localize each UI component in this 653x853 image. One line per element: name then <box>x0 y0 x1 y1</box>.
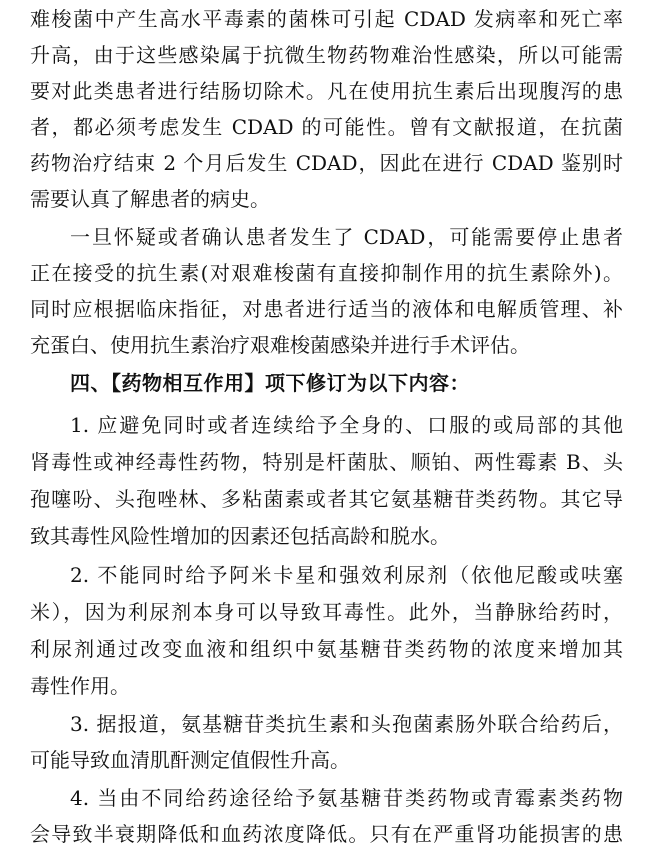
text-line: 2. 不能同时给予阿米卡星和强效利尿剂（依他尼酸或呋塞 <box>70 563 623 587</box>
text-line: 要对此类患者进行结肠切除术。凡在使用抗生素后出现腹泻的患 <box>30 79 623 103</box>
text-line: 正在接受的抗生素(对艰难梭菌有直接抑制作用的抗生素除外)。 <box>30 261 623 285</box>
text-line: 需要认真了解患者的病史。 <box>30 187 270 211</box>
text-line: 利尿剂通过改变血液和组织中氨基糖苷类药物的浓度来增加其 <box>30 637 623 661</box>
text-line: 充蛋白、使用抗生素治疗艰难梭菌感染并进行手术评估。 <box>30 333 530 357</box>
text-line: 孢噻吩、头孢唑林、多粘菌素或者其它氨基糖苷类药物。其它导 <box>30 487 623 511</box>
text-line: 会导致半衰期降低和血药浓度降低。只有在严重肾功能损害的患 <box>30 822 623 846</box>
text-line: 4. 当由不同给药途径给予氨基糖苷类药物或青霉素类药物 <box>70 786 623 810</box>
text-line: 米），因为利尿剂本身可以导致耳毒性。此外，当静脉给药时， <box>30 600 623 624</box>
text-line: 升高，由于这些感染属于抗微生物药物难治性感染，所以可能需 <box>30 43 623 67</box>
text-line: 一旦怀疑或者确认患者发生了 CDAD，可能需要停止患者 <box>70 225 623 249</box>
text-line: 1. 应避免同时或者连续给予全身的、口服的或局部的其他 <box>70 413 623 437</box>
section-heading: 四、【药物相互作用】项下修订为以下内容： <box>70 371 470 395</box>
text-line: 同时应根据临床指征，对患者进行适当的液体和电解质管理、补 <box>30 297 623 321</box>
text-line: 者，都必须考虑发生 CDAD 的可能性。曾有文献报道，在抗菌 <box>30 115 623 139</box>
text-line: 肾毒性或神经毒性药物，特别是杆菌肽、顺铂、两性霉素 B、头 <box>30 450 623 474</box>
text-line: 毒性作用。 <box>30 674 130 698</box>
text-line: 可能导致血清肌酐测定值假性升高。 <box>30 748 350 772</box>
text-line: 难梭菌中产生高水平毒素的菌株可引起 CDAD 发病率和死亡率 <box>30 7 623 31</box>
text-line: 药物治疗结束 2 个月后发生 CDAD，因此在进行 CDAD 鉴别时 <box>30 151 623 175</box>
text-line: 致其毒性风险性增加的因素还包括高龄和脱水。 <box>30 524 450 548</box>
text-line: 3. 据报道，氨基糖苷类抗生素和头孢菌素肠外联合给药后， <box>70 712 623 736</box>
